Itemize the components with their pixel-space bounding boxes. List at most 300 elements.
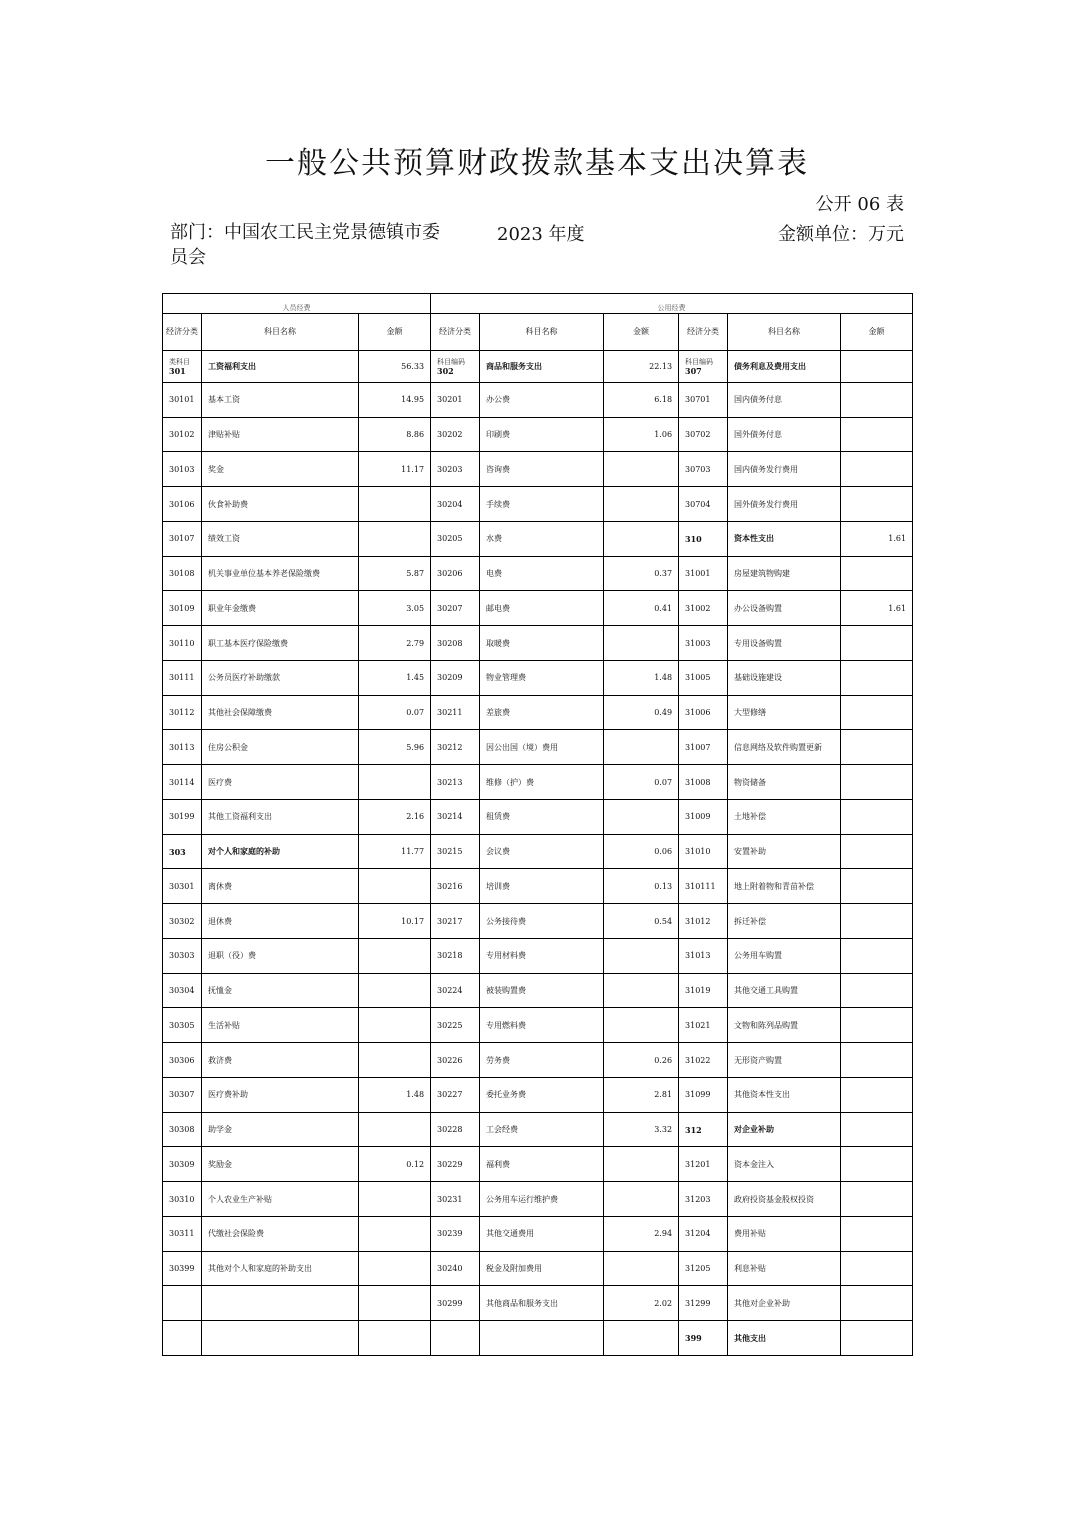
row-amount xyxy=(604,1251,679,1286)
row-amount xyxy=(841,1077,913,1112)
row-name: 国内债务付息 xyxy=(728,382,841,417)
row-code: 31005 xyxy=(679,660,728,695)
row-name: 水费 xyxy=(480,521,604,556)
row-name: 职业年金缴费 xyxy=(202,591,359,626)
row-code: 30201 xyxy=(431,382,480,417)
row-amount xyxy=(841,1286,913,1321)
row-amount xyxy=(841,1043,913,1078)
row-code: 399 xyxy=(679,1321,728,1356)
row-amount: 2.02 xyxy=(604,1286,679,1321)
row-name: 退休费 xyxy=(202,904,359,939)
row-amount xyxy=(359,1286,431,1321)
row-amount xyxy=(359,1321,431,1356)
row-name: 救济费 xyxy=(202,1043,359,1078)
row-name: 其他交通费用 xyxy=(480,1216,604,1251)
row-amount xyxy=(359,973,431,1008)
row-amount: 2.79 xyxy=(359,626,431,661)
row-code: 31205 xyxy=(679,1251,728,1286)
row-amount xyxy=(841,730,913,765)
row-amount: 6.18 xyxy=(604,382,679,417)
row-code: 31002 xyxy=(679,591,728,626)
row-amount: 2.94 xyxy=(604,1216,679,1251)
row-amount xyxy=(841,417,913,452)
row-amount xyxy=(841,834,913,869)
row-name: 无形资产购置 xyxy=(728,1043,841,1078)
row-name: 其他交通工具购置 xyxy=(728,973,841,1008)
row-code: 30399 xyxy=(163,1251,202,1286)
row-name: 绩效工资 xyxy=(202,521,359,556)
row-name: 个人农业生产补贴 xyxy=(202,1182,359,1217)
table-row xyxy=(163,695,913,730)
group-header-personnel: 人员经费 xyxy=(163,294,431,314)
row-code: 30103 xyxy=(163,452,202,487)
row-code: 30203 xyxy=(431,452,480,487)
row-name: 租赁费 xyxy=(480,799,604,834)
row-name: 工会经费 xyxy=(480,1112,604,1147)
row-name: 福利费 xyxy=(480,1147,604,1182)
row-amount xyxy=(604,973,679,1008)
row-name: 机关事业单位基本养老保险缴费 xyxy=(202,556,359,591)
row-amount xyxy=(604,521,679,556)
row-code: 30199 xyxy=(163,799,202,834)
row-name: 办公设备购置 xyxy=(728,591,841,626)
row-code: 31001 xyxy=(679,556,728,591)
row-amount: 2.81 xyxy=(604,1077,679,1112)
row-amount: 1.48 xyxy=(359,1077,431,1112)
row-amount xyxy=(841,1147,913,1182)
table-row xyxy=(163,417,913,452)
row-code: 30302 xyxy=(163,904,202,939)
row-amount: 3.05 xyxy=(359,591,431,626)
row-code: 30310 xyxy=(163,1182,202,1217)
row-amount xyxy=(841,1321,913,1356)
col-header: 金额 xyxy=(841,314,913,351)
row-amount xyxy=(604,730,679,765)
col-header: 金额 xyxy=(604,314,679,351)
amount-unit: 金额单位：万元 xyxy=(778,224,904,245)
row-amount xyxy=(604,938,679,973)
table-row xyxy=(163,799,913,834)
row-amount xyxy=(604,1182,679,1217)
row-code: 30703 xyxy=(679,452,728,487)
row-code: 30204 xyxy=(431,487,480,522)
row-amount xyxy=(841,973,913,1008)
row-amount: 1.61 xyxy=(841,591,913,626)
row-code: 30113 xyxy=(163,730,202,765)
row-code: 31006 xyxy=(679,695,728,730)
row-name: 地上附着物和青苗补偿 xyxy=(728,869,841,904)
department-label: 部门：中国农工民主党景德镇市委员会 xyxy=(170,222,440,268)
table-row xyxy=(163,834,913,869)
row-name: 大型修缮 xyxy=(728,695,841,730)
row-code: 30101 xyxy=(163,382,202,417)
row-code: 30109 xyxy=(163,591,202,626)
row-code: 30702 xyxy=(679,417,728,452)
row-name: 费用补贴 xyxy=(728,1216,841,1251)
table-row xyxy=(163,1286,913,1321)
category-code-label: 科目编码 xyxy=(685,357,714,366)
row-name: 其他资本性支出 xyxy=(728,1077,841,1112)
table-row xyxy=(163,1216,913,1251)
row-code: 30306 xyxy=(163,1043,202,1078)
fiscal-year: 2023 年度 xyxy=(497,224,585,245)
row-name: 办公费 xyxy=(480,382,604,417)
row-amount: 0.54 xyxy=(604,904,679,939)
category-amount xyxy=(841,351,913,383)
group-header-row xyxy=(163,294,913,314)
row-amount xyxy=(359,1112,431,1147)
row-code: 30209 xyxy=(431,660,480,695)
row-code: 30208 xyxy=(431,626,480,661)
row-name: 基本工资 xyxy=(202,382,359,417)
row-code: 30217 xyxy=(431,904,480,939)
category-amount: 56.33 xyxy=(359,351,431,383)
row-amount: 0.06 xyxy=(604,834,679,869)
page-title: 一般公共预算财政拨款基本支出决算表 xyxy=(265,146,809,181)
category-name: 债务利息及费用支出 xyxy=(728,351,841,383)
row-code: 31003 xyxy=(679,626,728,661)
row-amount xyxy=(604,799,679,834)
row-name: 维修（护）费 xyxy=(480,765,604,800)
row-code: 30108 xyxy=(163,556,202,591)
row-amount xyxy=(841,1251,913,1286)
row-code: 31022 xyxy=(679,1043,728,1078)
row-amount: 0.07 xyxy=(359,695,431,730)
row-amount: 0.26 xyxy=(604,1043,679,1078)
row-code: 31099 xyxy=(679,1077,728,1112)
row-name: 奖金 xyxy=(202,452,359,487)
row-name: 国外债务发行费用 xyxy=(728,487,841,522)
table-row xyxy=(163,487,913,522)
row-name: 奖励金 xyxy=(202,1147,359,1182)
row-code: 30212 xyxy=(431,730,480,765)
row-code: 31203 xyxy=(679,1182,728,1217)
category-row xyxy=(163,351,913,383)
row-name: 其他支出 xyxy=(728,1321,841,1356)
row-amount xyxy=(359,869,431,904)
row-amount: 5.96 xyxy=(359,730,431,765)
table-row xyxy=(163,938,913,973)
col-header: 金额 xyxy=(359,314,431,351)
row-code: 31007 xyxy=(679,730,728,765)
category-code-label: 类科目 xyxy=(169,357,190,366)
row-amount xyxy=(841,1216,913,1251)
table-row xyxy=(163,904,913,939)
table-row xyxy=(163,730,913,765)
row-name: 对企业补助 xyxy=(728,1112,841,1147)
row-amount xyxy=(359,487,431,522)
table-row xyxy=(163,1251,913,1286)
row-code: 30216 xyxy=(431,869,480,904)
row-name: 委托业务费 xyxy=(480,1077,604,1112)
row-amount xyxy=(841,938,913,973)
col-header: 经济分类 xyxy=(679,314,728,351)
row-code: 30207 xyxy=(431,591,480,626)
row-amount xyxy=(841,695,913,730)
row-amount: 0.37 xyxy=(604,556,679,591)
table-row xyxy=(163,1008,913,1043)
row-amount: 0.13 xyxy=(604,869,679,904)
row-code: 30303 xyxy=(163,938,202,973)
row-code: 30211 xyxy=(431,695,480,730)
row-amount xyxy=(359,1216,431,1251)
row-code: 30218 xyxy=(431,938,480,973)
row-amount: 0.12 xyxy=(359,1147,431,1182)
row-name: 劳务费 xyxy=(480,1043,604,1078)
category-code-cell xyxy=(431,351,480,383)
row-code: 30114 xyxy=(163,765,202,800)
row-name: 被装购置费 xyxy=(480,973,604,1008)
category-code-cell xyxy=(163,351,202,383)
row-name: 医疗费补助 xyxy=(202,1077,359,1112)
table-row xyxy=(163,452,913,487)
row-amount xyxy=(841,487,913,522)
table-row xyxy=(163,591,913,626)
row-name: 代缴社会保险费 xyxy=(202,1216,359,1251)
row-code: 31013 xyxy=(679,938,728,973)
row-amount: 14.95 xyxy=(359,382,431,417)
table-row xyxy=(163,869,913,904)
row-amount: 3.32 xyxy=(604,1112,679,1147)
row-code: 30205 xyxy=(431,521,480,556)
row-name: 抚恤金 xyxy=(202,973,359,1008)
row-code: 30226 xyxy=(431,1043,480,1078)
row-name: 住房公积金 xyxy=(202,730,359,765)
row-name: 税金及附加费用 xyxy=(480,1251,604,1286)
row-name: 国外债务付息 xyxy=(728,417,841,452)
row-name xyxy=(202,1321,359,1356)
row-amount: 10.17 xyxy=(359,904,431,939)
row-amount xyxy=(841,660,913,695)
row-name: 手续费 xyxy=(480,487,604,522)
row-amount: 2.16 xyxy=(359,799,431,834)
table-row xyxy=(163,556,913,591)
row-name: 取暖费 xyxy=(480,626,604,661)
column-header-row xyxy=(163,314,913,351)
table-row xyxy=(163,765,913,800)
row-code: 30701 xyxy=(679,382,728,417)
row-name: 邮电费 xyxy=(480,591,604,626)
row-amount xyxy=(604,487,679,522)
category-code: 302 xyxy=(437,365,454,376)
table-row xyxy=(163,973,913,1008)
row-name: 印刷费 xyxy=(480,417,604,452)
row-amount: 0.49 xyxy=(604,695,679,730)
col-header: 科目名称 xyxy=(480,314,604,351)
row-name: 物资储备 xyxy=(728,765,841,800)
row-code: 30240 xyxy=(431,1251,480,1286)
row-amount xyxy=(841,382,913,417)
row-name: 其他商品和服务支出 xyxy=(480,1286,604,1321)
row-amount xyxy=(359,765,431,800)
row-code: 310 xyxy=(679,521,728,556)
row-code: 31201 xyxy=(679,1147,728,1182)
row-name: 公务接待费 xyxy=(480,904,604,939)
row-name xyxy=(202,1286,359,1321)
row-code: 30206 xyxy=(431,556,480,591)
row-code xyxy=(163,1286,202,1321)
table-row xyxy=(163,1112,913,1147)
row-amount xyxy=(841,452,913,487)
row-name: 离休费 xyxy=(202,869,359,904)
row-amount xyxy=(841,626,913,661)
row-name: 津贴补贴 xyxy=(202,417,359,452)
table-row xyxy=(163,1077,913,1112)
row-name: 拆迁补偿 xyxy=(728,904,841,939)
row-name xyxy=(480,1321,604,1356)
row-code: 30112 xyxy=(163,695,202,730)
row-code: 30304 xyxy=(163,973,202,1008)
row-name: 其他对企业补助 xyxy=(728,1286,841,1321)
row-amount xyxy=(359,521,431,556)
row-code: 30202 xyxy=(431,417,480,452)
form-number: 公开 06 表 xyxy=(815,194,904,215)
category-code: 307 xyxy=(685,365,702,376)
row-name: 资本性支出 xyxy=(728,521,841,556)
row-amount xyxy=(604,1008,679,1043)
row-name: 其他社会保障缴费 xyxy=(202,695,359,730)
row-amount xyxy=(841,1008,913,1043)
row-name: 因公出国（境）费用 xyxy=(480,730,604,765)
table-row xyxy=(163,382,913,417)
table-row xyxy=(163,521,913,556)
row-code: 31021 xyxy=(679,1008,728,1043)
row-amount xyxy=(604,1147,679,1182)
row-name: 咨询费 xyxy=(480,452,604,487)
row-name: 安置补助 xyxy=(728,834,841,869)
row-code: 30213 xyxy=(431,765,480,800)
row-code: 30309 xyxy=(163,1147,202,1182)
row-name: 专用燃料费 xyxy=(480,1008,604,1043)
row-amount xyxy=(841,1112,913,1147)
row-amount xyxy=(359,1182,431,1217)
row-code: 30225 xyxy=(431,1008,480,1043)
row-code: 30301 xyxy=(163,869,202,904)
expenditure-table xyxy=(162,293,913,1356)
row-code: 30229 xyxy=(431,1147,480,1182)
row-amount: 5.87 xyxy=(359,556,431,591)
row-amount xyxy=(841,556,913,591)
table-row xyxy=(163,1147,913,1182)
col-header: 经济分类 xyxy=(431,314,480,351)
row-name: 伙食补助费 xyxy=(202,487,359,522)
group-header-public: 公用经费 xyxy=(431,294,913,314)
row-name: 电费 xyxy=(480,556,604,591)
category-code: 301 xyxy=(169,365,186,376)
row-name: 其他工资福利支出 xyxy=(202,799,359,834)
row-name: 房屋建筑物购建 xyxy=(728,556,841,591)
row-name: 物业管理费 xyxy=(480,660,604,695)
row-name: 基础设施建设 xyxy=(728,660,841,695)
row-code: 31009 xyxy=(679,799,728,834)
row-amount xyxy=(604,626,679,661)
row-amount xyxy=(604,1321,679,1356)
category-name: 商品和服务支出 xyxy=(480,351,604,383)
row-amount: 1.45 xyxy=(359,660,431,695)
row-code: 310111 xyxy=(679,869,728,904)
row-amount xyxy=(841,869,913,904)
row-code: 30305 xyxy=(163,1008,202,1043)
row-name: 公务用车购置 xyxy=(728,938,841,973)
row-name: 资本金注入 xyxy=(728,1147,841,1182)
row-code: 30106 xyxy=(163,487,202,522)
row-code: 31019 xyxy=(679,973,728,1008)
row-amount: 11.17 xyxy=(359,452,431,487)
row-name: 生活补贴 xyxy=(202,1008,359,1043)
row-name: 文物和陈列品购置 xyxy=(728,1008,841,1043)
row-amount: 1.61 xyxy=(841,521,913,556)
row-code: 30215 xyxy=(431,834,480,869)
category-amount: 22.13 xyxy=(604,351,679,383)
row-amount xyxy=(841,1182,913,1217)
row-amount xyxy=(359,1008,431,1043)
row-code: 312 xyxy=(679,1112,728,1147)
row-name: 培训费 xyxy=(480,869,604,904)
row-code: 303 xyxy=(163,834,202,869)
row-amount xyxy=(841,904,913,939)
row-name: 对个人和家庭的补助 xyxy=(202,834,359,869)
row-name: 专用设备购置 xyxy=(728,626,841,661)
row-name: 国内债务发行费用 xyxy=(728,452,841,487)
row-code: 30102 xyxy=(163,417,202,452)
row-amount xyxy=(841,799,913,834)
row-code: 31008 xyxy=(679,765,728,800)
col-header: 经济分类 xyxy=(163,314,202,351)
row-amount: 1.06 xyxy=(604,417,679,452)
row-name: 信息网络及软件购置更新 xyxy=(728,730,841,765)
row-code: 30228 xyxy=(431,1112,480,1147)
row-amount: 1.48 xyxy=(604,660,679,695)
category-code-label: 科目编码 xyxy=(437,357,466,366)
row-name: 医疗费 xyxy=(202,765,359,800)
row-code: 30110 xyxy=(163,626,202,661)
row-name: 利息补贴 xyxy=(728,1251,841,1286)
table-row xyxy=(163,1043,913,1078)
row-code: 31010 xyxy=(679,834,728,869)
table-row xyxy=(163,660,913,695)
row-name: 政府投资基金股权投资 xyxy=(728,1182,841,1217)
row-name: 助学金 xyxy=(202,1112,359,1147)
row-amount: 0.07 xyxy=(604,765,679,800)
row-code: 31299 xyxy=(679,1286,728,1321)
row-code: 31204 xyxy=(679,1216,728,1251)
row-name: 公务用车运行维护费 xyxy=(480,1182,604,1217)
row-code: 30224 xyxy=(431,973,480,1008)
row-code: 30307 xyxy=(163,1077,202,1112)
row-amount xyxy=(359,1251,431,1286)
row-code: 30107 xyxy=(163,521,202,556)
row-name: 其他对个人和家庭的补助支出 xyxy=(202,1251,359,1286)
row-code xyxy=(431,1321,480,1356)
row-code: 31012 xyxy=(679,904,728,939)
table-row xyxy=(163,1182,913,1217)
row-name: 土地补偿 xyxy=(728,799,841,834)
row-code: 30704 xyxy=(679,487,728,522)
category-name: 工资福利支出 xyxy=(202,351,359,383)
row-code: 30231 xyxy=(431,1182,480,1217)
row-code: 30239 xyxy=(431,1216,480,1251)
row-amount xyxy=(359,1043,431,1078)
row-code: 30214 xyxy=(431,799,480,834)
row-name: 公务员医疗补助缴款 xyxy=(202,660,359,695)
row-code: 30311 xyxy=(163,1216,202,1251)
table-row xyxy=(163,626,913,661)
row-amount: 11.77 xyxy=(359,834,431,869)
row-amount: 8.86 xyxy=(359,417,431,452)
row-code: 30111 xyxy=(163,660,202,695)
row-name: 退职（役）费 xyxy=(202,938,359,973)
row-name: 会议费 xyxy=(480,834,604,869)
